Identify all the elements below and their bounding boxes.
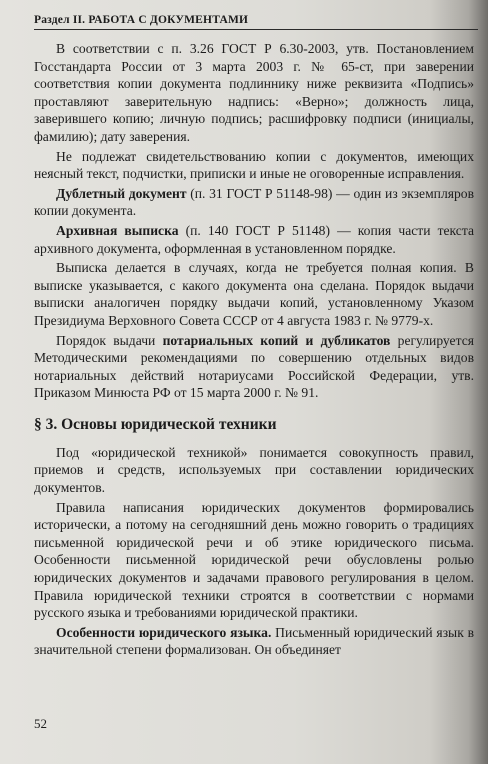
paragraph-legal-technique: Под «юридической техникой» понимается совокупность правил, приемов и средств, используемых при составлении юридических документов. [34,444,474,496]
term-legal-language: Особенности юридического языка. [56,624,272,640]
definition-archive-extract: (п. 140 ГОСТ Р 51148) — копия части текста архивного документа, оформленная в установленном порядке. [34,222,474,256]
section-heading: § 3. Основы юридической техники [34,415,277,433]
running-header: Раздел II. РАБОТА С ДОКУМЕНТАМИ [34,14,478,30]
paragraph-duplicate-document [34,185,474,220]
notarial-rest: регулируется Методическими рекомендациями по совершению отдельных видов нотариальных действий нотариусами Российской Федерации, утв. Приказом Минюста РФ от 15 марта 2000 г. № 91. [34,332,474,401]
paragraph-certification: В соответствии с п. 3.26 ГОСТ Р 6.30-2003, утв. Постановлением Госстандарта России от 3 марта 2003 г. № 65-ст, при заверении соответствия копии документа подлиннику ниже реквизита «Подпись» проставляют заверительную надпись: «Верно»; должность лица, заверившего копию; личную подпись; расшифровку подписи (инициалы, фамилию); дату заверения. [34,41,474,144]
notarial-intro: Порядок выдачи [56,332,163,348]
paragraph-archive-extract [34,222,474,257]
page-body [34,40,474,661]
paragraph-extract-procedure: Выписка делается в случаях, когда не требуется полная копия. В выписке указывается, с какого документа она сделана. Порядок выдачи выписки аналогичен порядку выдачи копий, установленному Указом Президиума Верховного Совета СССР от 4 августа 1983 г. № 9779-х. [34,260,474,328]
definition-duplicate-document: (п. 31 ГОСТ Р 51148-98) — один из экземпляров копии документа. [34,185,474,219]
paragraph-legal-language [34,624,474,659]
paragraph-notarial-copies [34,332,474,402]
page-number: 52 [34,716,47,731]
paragraph-not-certified: Не подлежат свидетельствованию копии с документов, имеющих неясный текст, подчистки, приписки и иные не оговоренные исправления. [34,148,474,182]
paragraph-writing-rules: Правила написания юридических документов формировались исторически, а потому на сегодняшний день можно говорить о традициях письменной юридической речи и об этике юридического письма. Особенности письменной юридической речи обусловлены ролью юридических документов и задачами правового регулирования в целом. Правила юридической техники строятся в соответствии с нормами русского языка и требованиями юридической практики. [34,499,474,621]
legal-language-rest: Письменный юридический язык в значительной степени формализован. Он объединяет [34,624,474,658]
term-archive-extract: Архивная выписка [56,222,179,238]
term-notarial-copies: потариальных копий и дубликатов [162,332,391,348]
term-duplicate-document: Дублетный документ [56,185,187,201]
